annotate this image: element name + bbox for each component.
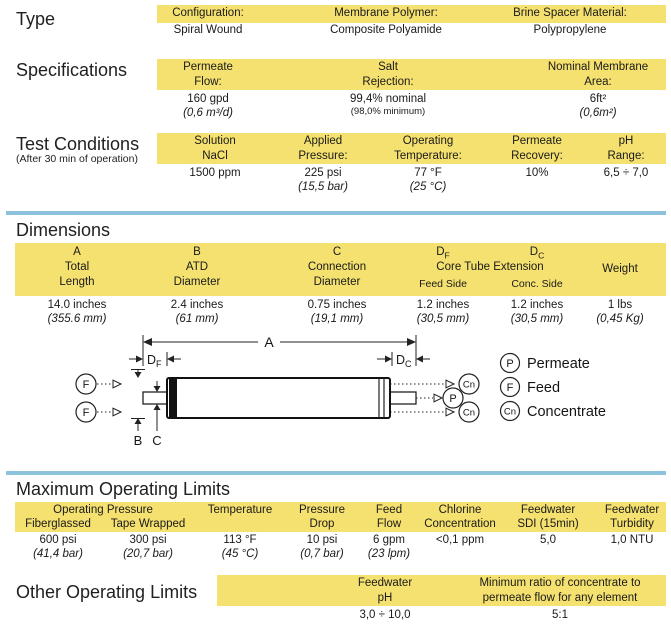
dim-name-atd: ATD (185, 261, 209, 273)
max-value-sdi: 5,0 (540, 534, 556, 546)
max-value-chlorine: <0,1 ppm (435, 534, 485, 546)
section-divider-bottom (6, 471, 666, 475)
type-value-configuration: Spiral Wound (173, 24, 243, 36)
dim-value-b: 2.4 inches (61 mm) (170, 299, 224, 325)
section-divider-top (6, 211, 666, 215)
dim-letter-dc: $D_C$ (529, 246, 545, 261)
type-value-membrane-polymer: Composite Polyamide (330, 24, 442, 36)
concentrate-symbol-letter-top: Cn (462, 379, 476, 391)
max-header-sdi: SDI (15min) (517, 518, 579, 530)
max-value-tape-wrapped: 300 psi (20,7 bar) (123, 534, 173, 560)
test-header-permeate-recovery: Permeate Recovery: (511, 135, 563, 162)
dim-value-c: 0.75 inches (19,1 mm) (307, 299, 367, 325)
spec-header-salt-rejection: Salt Rejection: (362, 61, 414, 88)
type-header-membrane-polymer: Membrane Polymer: (334, 7, 438, 19)
test-conditions-note: (After 30 min of operation) (16, 153, 138, 165)
permeate-symbol-letter: P (449, 393, 457, 405)
spec-header-permeate-flow: Permeate Flow: (183, 61, 233, 88)
spec-value-salt-rejection: 99,4% nominal (98,0% minimum) (349, 93, 427, 117)
max-header-chlorine: Chlorine (438, 504, 482, 516)
dim-label-b: B (133, 433, 143, 448)
test-header-solution: Solution NaCl (194, 135, 236, 162)
test-value-ph-range: 6,5 ÷ 7,0 (603, 167, 649, 179)
feed-symbol-letter-bottom: F (82, 407, 90, 419)
flow-legend (501, 354, 607, 421)
dim-sub-diameter-c: Diameter (313, 276, 361, 288)
dim-sub-feed-side: Feed Side (419, 278, 467, 290)
max-header-feedwater-turbidity-1: Feedwater (604, 504, 660, 516)
dim-label-a: A (264, 334, 274, 350)
max-value-temperature: 113 °F (45 °C) (221, 534, 259, 560)
legend-feed-label: Feed (527, 380, 561, 396)
section-title-other-limits: Other Operating Limits (16, 582, 198, 602)
dim-label-c: C (152, 433, 162, 448)
test-value-applied-pressure: 225 psi (15,5 bar) (298, 167, 348, 193)
section-title-max-limits: Maximum Operating Limits (16, 479, 231, 499)
dim-name-total: Total (64, 261, 90, 273)
max-header-pressure: Pressure (298, 504, 346, 516)
dim-label-dc: $D_C$ (396, 353, 412, 369)
max-value-pressure-drop: 10 psi (0,7 bar) (300, 534, 344, 560)
dim-letter-df: $D_F$ (436, 246, 450, 261)
membrane-element-diagram (0, 328, 671, 470)
max-header-feedwater-sdi-1: Feedwater (520, 504, 576, 516)
section-title-test-conditions: Test Conditions (16, 134, 140, 154)
max-header-feed: Feed (375, 504, 403, 516)
dim-sub-conc-side: Conc. Side (511, 278, 563, 290)
core-tube-stub-feed (143, 392, 167, 404)
test-header-applied-pressure: Applied Pressure: (298, 135, 348, 162)
dim-name-weight: Weight (602, 263, 638, 275)
core-tube-stub-concentrate (390, 392, 416, 404)
max-header-flow: Flow (376, 518, 402, 530)
dim-sub-length: Length (59, 276, 95, 288)
test-value-solution: 1500 ppm (189, 167, 241, 179)
dim-value-weight: 1 lbs (0,45 Kg) (596, 299, 644, 325)
dim-letter-a: A (73, 246, 81, 258)
legend-concentrate-letter: Cn (503, 406, 517, 418)
dim-sub-diameter-b: Diameter (173, 276, 221, 288)
test-value-operating-temperature: 77 °F (25 °C) (409, 167, 447, 193)
type-value-brine-spacer: Polypropylene (533, 24, 607, 36)
other-header-feedwater-ph: Feedwater pH (357, 577, 413, 604)
test-header-ph-range: pH Range: (607, 135, 645, 162)
other-value-min-ratio: 5:1 (552, 609, 568, 621)
max-header-drop: Drop (309, 518, 335, 530)
max-header-temperature: Temperature (207, 504, 273, 516)
dim-value-a: 14.0 inches (355.6 mm) (47, 299, 107, 325)
type-header-configuration: Configuration: (172, 7, 244, 19)
feed-symbol-letter-top: F (82, 379, 90, 391)
dim-name-connection: Connection (307, 261, 367, 273)
dim-letter-c: C (332, 246, 342, 258)
other-header-min-ratio: Minimum ratio of concentrate to permeate flow for any element (479, 577, 641, 604)
max-value-turbidity: 1,0 NTU (610, 534, 654, 546)
max-header-tape-wrapped: Tape Wrapped (110, 518, 186, 530)
test-value-permeate-recovery: 10% (525, 167, 549, 179)
other-value-feedwater-ph: 3,0 ÷ 10,0 (359, 609, 411, 621)
section-title-dimensions: Dimensions (16, 220, 111, 240)
max-value-fiberglassed: 600 psi (41,4 bar) (33, 534, 83, 560)
brine-seal-band (169, 378, 177, 418)
spec-value-permeate-flow: 160 gpd (0,6 m³/d) (183, 93, 233, 119)
spec-header-membrane-area: Nominal Membrane Area: (547, 61, 649, 88)
dim-value-dc: 1.2 inches (30,5 mm) (510, 299, 564, 325)
membrane-element-body (167, 378, 390, 418)
spec-value-membrane-area: 6ft² (0,6m²) (579, 93, 617, 119)
max-header-fiberglassed: Fiberglassed (25, 518, 91, 530)
legend-feed-letter: F (506, 382, 514, 394)
dim-label-df: $D_F$ (147, 353, 162, 369)
type-header-brine-spacer: Brine Spacer Material: (513, 7, 627, 19)
section-title-type: Type (16, 9, 56, 29)
max-header-concentration: Concentration (424, 518, 496, 530)
max-value-feed-flow: 6 gpm (23 lpm) (367, 534, 411, 560)
legend-permeate-label: Permeate (527, 356, 590, 372)
dim-letter-b: B (193, 246, 201, 258)
dim-value-df: 1.2 inches (30,5 mm) (416, 299, 470, 325)
max-header-operating-pressure: Operating Pressure (53, 504, 153, 516)
concentrate-symbol-letter-bottom: Cn (462, 407, 476, 419)
legend-concentrate-label: Concentrate (527, 404, 606, 420)
legend-permeate-letter: P (506, 358, 514, 370)
section-title-specifications: Specifications (16, 60, 128, 80)
dim-name-core-tube-extension: Core Tube Extension (436, 261, 544, 273)
test-header-operating-temperature: Operating Temperature: (394, 135, 462, 162)
max-header-turbidity: Turbidity (610, 518, 654, 530)
